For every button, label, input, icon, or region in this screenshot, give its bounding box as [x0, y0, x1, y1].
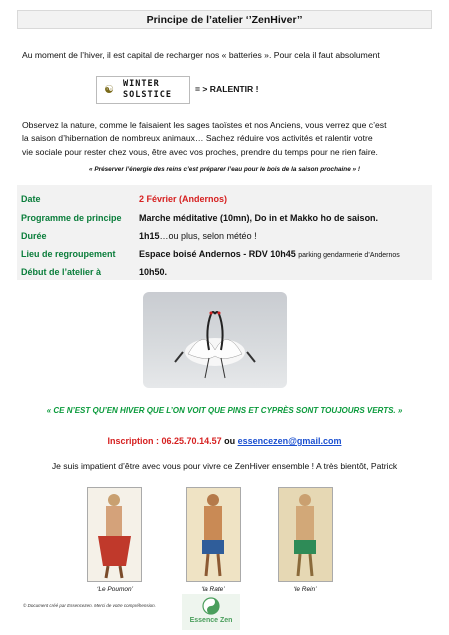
- inscription-line: [0, 436, 449, 446]
- inscription-ou: ou: [224, 436, 236, 446]
- lieu-value-main: Espace boisé Andernos - RDV 10h45: [139, 249, 296, 259]
- winter-solstice-logo: [96, 76, 190, 104]
- caption-rate: ‘la Rate’: [201, 586, 225, 593]
- kidney-quote: « Préserver l’énergie des reins c’est préparer l’eau pour le bois de la saison prochaine » !: [88, 166, 360, 173]
- lieu-label: Lieu de regroupement: [21, 249, 116, 259]
- body-line-1: Observez la nature, comme le faisaient les sages taoïstes et nos Anciens, vous verrez que c’est: [22, 120, 387, 130]
- duree-label: Durée: [21, 231, 47, 241]
- date-value: 2 Février (Andernos): [139, 194, 228, 204]
- logo-line-2: SOLSTICE: [123, 90, 172, 100]
- dancing-cranes-illustration: [143, 292, 287, 388]
- date-label: Date: [21, 194, 41, 204]
- inscription-phone: Inscription : 06.25.70.14.57: [107, 436, 222, 446]
- body-line-2: la saison d’hibernation de nombreux animaux… Sachez réduire vos activités et ralentir votre: [22, 133, 373, 143]
- debut-value: 10h50.: [139, 267, 168, 277]
- programme-value: Marche méditative (10mn), Do in et Makko ho de saison.: [139, 213, 379, 223]
- email-link[interactable]: essencezen@gmail.com: [237, 436, 342, 446]
- lieu-value: [139, 249, 400, 259]
- sun-symbol-icon: ☯: [104, 83, 114, 96]
- cranes-photo: [143, 292, 287, 388]
- rate-illustration: [186, 487, 241, 582]
- poumon-illustration: [87, 487, 142, 582]
- footnote: © Document créé par Essencezen. Merci de votre compréhension.: [23, 603, 156, 608]
- info-table: [17, 185, 432, 280]
- lieu-value-detail: parking gendarmerie d’Andernos: [298, 252, 400, 259]
- brand-name: Essence Zen: [189, 617, 233, 624]
- body-line-3: vie sociale pour rester chez vous, être avec vos proches, prendre du temps pour ne rien faire.: [22, 147, 378, 157]
- caption-poumon: ‘Le Poumon’: [96, 586, 134, 593]
- page-title: Principe de l’atelier ‘’ZenHiver’’: [17, 10, 432, 29]
- debut-label: Début de l’atelier à: [21, 267, 102, 277]
- essence-zen-logo: [182, 594, 240, 630]
- programme-label: Programme de principe: [21, 213, 122, 223]
- duree-value: [139, 231, 257, 241]
- ralentir-text: = > RALENTIR !: [195, 84, 259, 94]
- pins-quote: « CE N’EST QU’EN HIVER QUE L’ON VOIT QUE PINS ET CYPRÈS SONT TOUJOURS VERTS. »: [46, 406, 403, 415]
- rein-illustration: [278, 487, 333, 582]
- closing-text: Je suis impatient d’être avec vous pour vivre ce ZenHiver ensemble ! A très bientôt, Patrick: [51, 461, 398, 471]
- duree-value-main: 1h15: [139, 231, 160, 241]
- duree-value-rest: …ou plus, selon météo !: [159, 231, 257, 241]
- caption-rein: ‘le Rein’: [293, 586, 317, 593]
- intro-text: Au moment de l’hiver, il est capital de recharger nos « batteries ». Pour cela il faut absolument: [22, 50, 380, 60]
- logo-line-1: WINTER: [123, 79, 160, 89]
